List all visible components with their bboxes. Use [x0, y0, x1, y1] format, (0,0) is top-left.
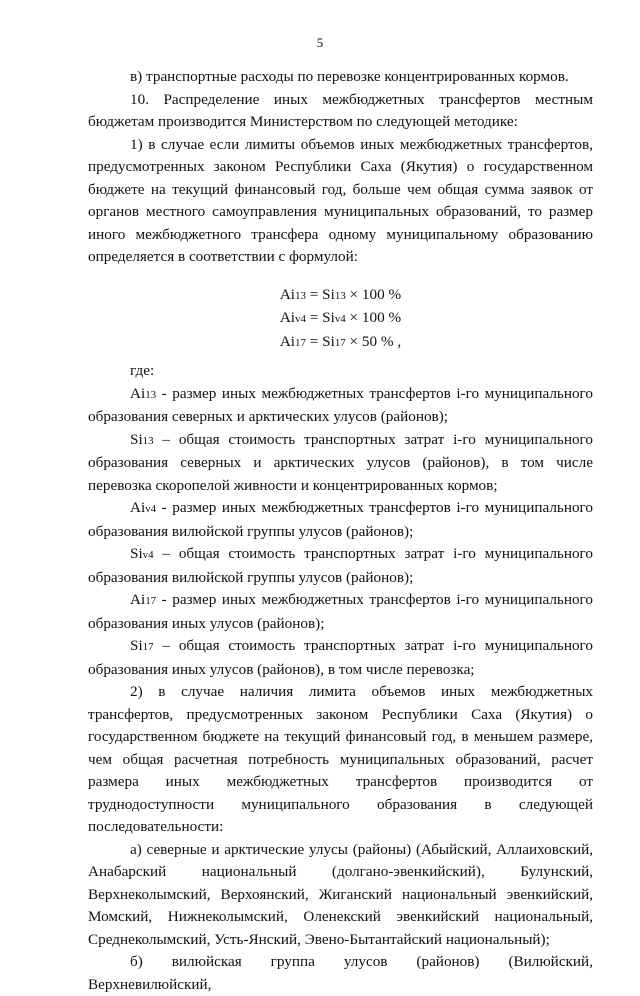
paragraph-case-1: 1) в случае если лимиты объемов иных межбюджетных трансфертов, предусмотренных законом Республики Саха (Якутия) о государственном бюджете на текущий финансовый год, больше чем общая сумма заявок от органов местного самоуправления муниципальных образований, то размер иного межбюджетного трансфера одному муниципальному образованию определяется в соответствии с формулой:	[88, 135, 593, 265]
page-number: 5	[316, 35, 324, 50]
definition-si-v4: Siv4 – общая стоимость транспортных затрат i-го муниципального образования вилюйской группы улусов (районов);	[88, 545, 593, 586]
definition-si-13: Si13 – общая стоимость транспортных затрат i-го муниципального образования северных и арктических улусов (районов), в том числе перевозка скоропелой живности и концентрированных кормов;	[88, 430, 593, 494]
paragraph-item-b: б) вилюйская группа улусов (районов) (Вилюйский, Верхневилюйский,	[88, 953, 593, 993]
where-label: где:	[130, 362, 155, 379]
paragraph-case-2: 2) в случае наличия лимита объемов иных межбюджетных трансфертов, предусмотренных законом Республики Саха (Якутия) о государственном бюджете на текущий финансовый год, в меньшем размере, чем общая расчетная потребность муниципальных образований, расчет размера иных межбюджетных трансфертов производится от труднодоступности муниципального образования в следующей последовательности:	[88, 683, 593, 835]
definition-si-17: Si17 – общая стоимость транспортных затрат i-го муниципального образования иных улусов (районов), в том числе перевозка;	[88, 637, 593, 678]
formula-17: Ai17 = Si17 × 50 % ,	[279, 332, 402, 350]
paragraph-item-10: 10. Распределение иных межбюджетных трансфертов местным бюджетам производится Министерством по следующей методике:	[88, 90, 593, 130]
definition-ai-17: Ai17 - размер иных межбюджетных трансфертов i-го муниципального образования иных улусов (районов);	[88, 591, 593, 632]
paragraph-transport-feed: в) транспортные расходы по перевозке концентрированных кормов.	[130, 68, 569, 85]
formula-block	[88, 284, 593, 355]
definition-ai-13: Ai13 - размер иных межбюджетных трансфертов i-го муниципального образования северных и арктических улусов (районов);	[88, 384, 593, 425]
paragraph-item-a: а) северные и арктические улусы (районы) (Абыйский, Аллаиховский, Анабарский национальный (долгано-эвенкийский), Булунский, Верхнеколымский, Верхоянский, Жиганский национальный эвенкийский, Момский, Нижнеколымский, Оленекский эвенкийский национальный, Среднеколымский, Усть-Янский, Эвено-Бытантайский национальный);	[88, 840, 593, 948]
formula-v4: Aiv4 = Siv4 × 100 %	[279, 309, 402, 326]
definition-ai-v4: Aiv4 - размер иных межбюджетных трансфертов i-го муниципального образования вилюйской группы улусов (районов);	[88, 499, 593, 540]
formula-13: Ai13 = Si13 × 100 %	[279, 285, 402, 303]
document-body	[88, 66, 593, 996]
